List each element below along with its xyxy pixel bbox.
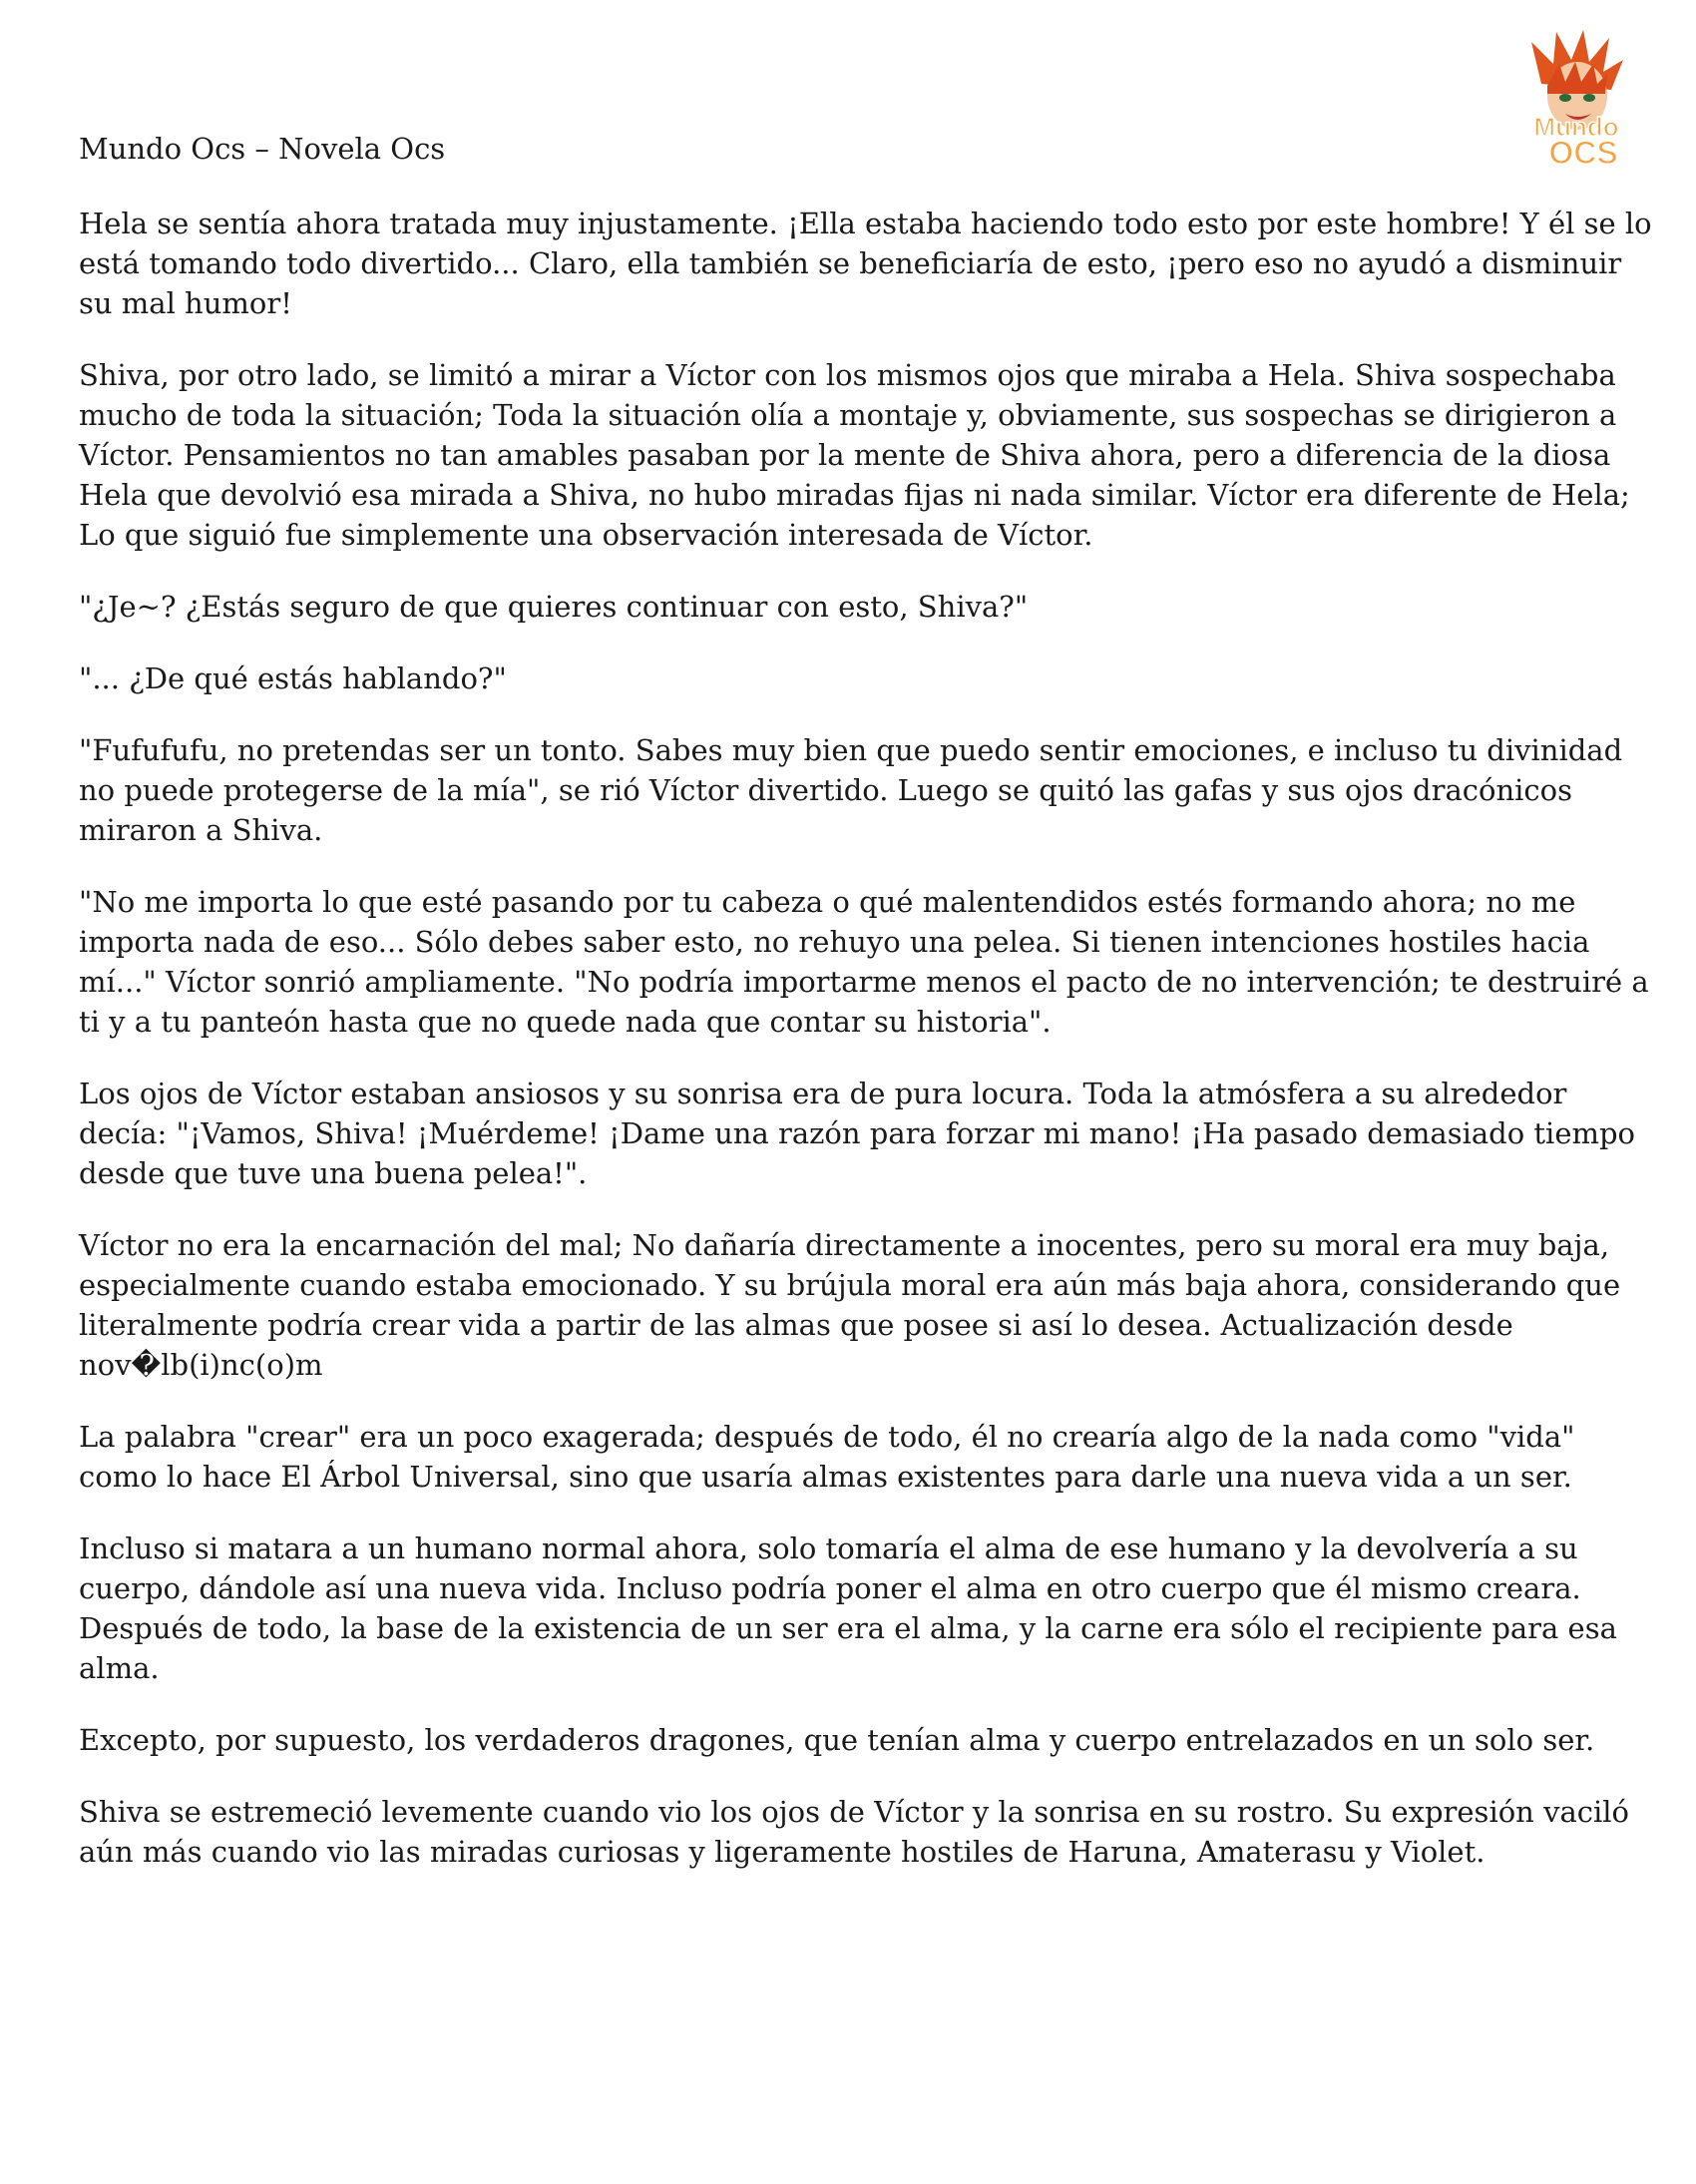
logo-text-bottom: OCS	[1548, 135, 1618, 171]
body-text	[79, 204, 1657, 1904]
logo-text-top: Mundo	[1533, 112, 1619, 142]
paragraph: Los ojos de Víctor estaban ansiosos y su sonrisa era de pura locura. Toda la atmósfera a su alrededor decía: "¡Vamos, Shiva! ¡Muérdeme! ¡Dame una razón para forzar mi mano! ¡Ha pasado demasiado tiempo desde que tuve una buena pelea!".	[79, 1077, 1636, 1190]
paragraph: Excepto, por supuesto, los verdaderos dragones, que tenían alma y cuerpo entrelazados en un solo ser.	[79, 1723, 1595, 1757]
paragraph: "¿Je~? ¿Estás seguro de que quieres continuar con esto, Shiva?"	[79, 590, 1029, 624]
paragraph: Shiva se estremeció levemente cuando vio los ojos de Víctor y la sonrisa en su rostro. Su expresión vaciló aún más cuando vio las miradas curiosas y ligeramente hostiles de Haruna, Amaterasu y Violet.	[79, 1795, 1629, 1869]
paragraph: "No me importa lo que esté pasando por tu cabeza o qué malentendidos estés formando ahora; no me importa nada de eso... Sólo debes saber esto, no rehuyo una pelea. Si tienen intenciones hostiles hacia mí..." Víctor sonrió ampliamente. "No podría importarme menos el pacto de no intervención; te destruiré a ti y a tu panteón hasta que no quede nada que contar su historia".	[79, 885, 1649, 1039]
mundo-ocs-logo	[1501, 24, 1651, 174]
paragraph: Hela se sentía ahora tratada muy injustamente. ¡Ella estaba haciendo todo esto por este hombre! Y él se lo está tomando todo divertido... Claro, ella también se beneficiaría de esto, ¡pero eso no ayudó a disminuir su mal humor!	[79, 207, 1652, 320]
paragraph: "... ¿De qué estás hablando?"	[79, 661, 507, 695]
paragraph: "Fufufufu, no pretendas ser un tonto. Sabes muy bien que puedo sentir emociones, e incluso tu divinidad no puede protegerse de la mía", se rió Víctor divertido. Luego se quitó las gafas y sus ojos dracónicos miraron a Shiva.	[79, 733, 1623, 847]
paragraph: Incluso si matara a un humano normal ahora, solo tomaría el alma de ese humano y la devolvería a su cuerpo, dándole así una nueva vida. Incluso podría poner el alma en otro cuerpo que él mismo creara. Después de todo, la base de la existencia de un ser era el alma, y la carne era sólo el recipiente para esa alma.	[79, 1531, 1617, 1685]
paragraph: Shiva, por otro lado, se limitó a mirar a Víctor con los mismos ojos que miraba a Hela. Shiva sospechaba mucho de toda la situación; Toda la situación olía a montaje y, obviamente, sus sospechas se dirigieron a Víctor. Pensamientos no tan amables pasaban por la mente de Shiva ahora, pero a diferencia de la diosa Hela que devolvió esa mirada a Shiva, no hubo miradas fijas ni nada similar. Víctor era diferente de Hela; Lo que siguió fue simplemente una observación interesada de Víctor.	[79, 358, 1630, 552]
paragraph: La palabra "crear" era un poco exagerada; después de todo, él no crearía algo de la nada como "vida" como lo hace El Árbol Universal, sino que usaría almas existentes para darle una nueva vida a un ser.	[79, 1420, 1575, 1494]
paragraph: Víctor no era la encarnación del mal; No dañaría directamente a inocentes, pero su moral era muy baja, especialmente cuando estaba emocionado. Y su brújula moral era aún más baja ahora, considerando que literalmente podría crear vida a partir de las almas que posee si así lo desea. Actualización desde nov�lb(i)nc(o)m	[79, 1228, 1621, 1382]
page-header-title: Mundo Ocs – Novela Ocs	[79, 132, 446, 166]
